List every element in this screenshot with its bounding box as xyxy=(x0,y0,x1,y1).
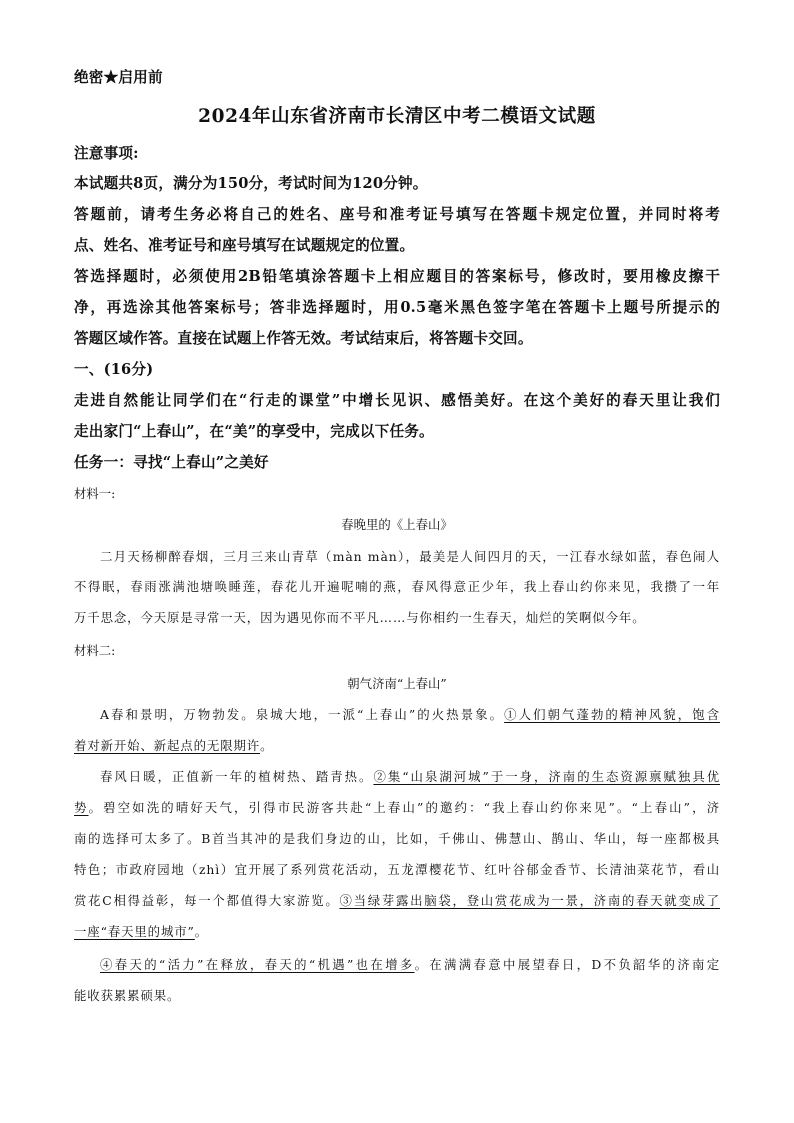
plain-text: 。 xyxy=(260,738,274,753)
plain-text: 春风日暖，正值新一年的植树热、踏青热。 xyxy=(100,769,374,784)
plain-text: 。在满满春意中展望春日，D不负韶华的济南定 xyxy=(414,957,720,972)
underlined-sentence: ④春天的“活力”在释放，春天的“机遇”也在增多 xyxy=(100,957,415,972)
lyrics-line: 不得眠，春雨涨满池塘唤睡莲，春花儿开遍呢喃的燕，春风得意正少年，我上春山约你来见，我攒了一年 xyxy=(74,579,720,594)
section-intro: 走进自然能让同学们在“行走的课堂”中增长见识、感悟美好。在这个美好的春天里让我们 xyxy=(74,392,720,409)
material-label: 材料二: xyxy=(74,643,116,658)
paragraph-line xyxy=(74,922,208,940)
notes-line: 点、姓名、准考证号和座号填写在试题规定的位置。 xyxy=(74,237,415,254)
underlined-sentence: ②集“山泉湖河城”于一身，济南的生态资源禀赋独具优 xyxy=(373,769,720,784)
plain-text: 。碧空如洗的晴好天气，引得市民游客共赴“上春山”的邀约：“我上春山约你来见”。“上春山”，济 xyxy=(88,800,720,815)
paragraph-line: 南的选择可太多了。B首当其冲的是我们身边的山，比如，千佛山、佛慧山、鹊山、华山，每一座都极具 xyxy=(74,831,720,846)
page-title: 2024年山东省济南市长清区中考二模语文试题 xyxy=(198,106,596,127)
notes-line: 本试题共8页，满分为150分，考试时间为120分钟。 xyxy=(74,175,428,192)
underlined-sentence: ①人们朝气蓬勃的精神风貌，饱含 xyxy=(504,707,721,722)
notes-line: 答题前，请考生务必将自己的姓名、座号和准考证号填写在答题卡规定位置，并同时将考 xyxy=(74,206,720,223)
paragraph-line: 能收获累累硕果。 xyxy=(74,988,181,1003)
underlined-sentence: ③当绿芽露出脑袋，登山赏花成为一景，济南的春天就变成了 xyxy=(339,893,720,908)
material-title: 春晚里的《上春山》 xyxy=(341,517,453,532)
plain-text: 赏花C相得益彰，每一个都值得大家游览。 xyxy=(74,893,340,908)
paragraph-line: 特色；市政府园地（zhì）宜开展了系列赏花活动，五龙潭樱花节、红叶谷郁金香节、长清油菜花节，看山 xyxy=(74,862,720,877)
section-heading: 一、(16分) xyxy=(74,361,154,378)
notes-heading: 注意事项: xyxy=(74,145,139,162)
paragraph-line xyxy=(74,736,273,754)
paragraph-line xyxy=(74,891,720,909)
paragraph-line xyxy=(100,767,720,785)
material-title: 朝气济南“上春山” xyxy=(347,676,447,691)
notes-line: 答题区域作答。直接在试题上作答无效。考试结束后，将答题卡交回。 xyxy=(74,330,533,347)
plain-text: 。 xyxy=(194,924,209,939)
section-intro: 走出家门“上春山”，在“美”的享受中，完成以下任务。 xyxy=(74,423,434,440)
notes-line: 净，再选涂其他答案标号；答非选择题时，用0.5毫米黑色签字笔在答题卡上题号所提示的 xyxy=(74,299,720,316)
underlined-sentence: 着对新开始、新起点的无限期许 xyxy=(74,738,261,753)
plain-text: A春和景明，万物勃发。泉城大地，一派“上春山”的火热景象。 xyxy=(100,707,505,722)
lyrics-line: 二月天杨柳醉春烟，三月三来山青草（màn màn），最美是人间四月的天，一江春水绿如蓝，春色闹人 xyxy=(100,549,720,564)
paragraph-line xyxy=(100,705,720,723)
confidential-mark: 绝密★启用前 xyxy=(74,69,163,86)
material-label: 材料一: xyxy=(74,486,116,501)
lyrics-line: 万千思念，今天原是寻常一天，因为遇见你而不平凡……与你相约一生春天，灿烂的笑啊似今年。 xyxy=(74,610,646,625)
notes-line: 答选择题时，必须使用2B铅笔填涂答题卡上相应题目的答案标号，修改时，要用橡皮擦干 xyxy=(74,268,720,285)
underlined-sentence: 势 xyxy=(74,800,89,815)
paragraph-line xyxy=(100,955,720,973)
paragraph-line xyxy=(74,798,720,816)
task-heading: 任务一：寻找“上春山”之美好 xyxy=(74,454,269,471)
underlined-sentence: 一座“春天里的城市” xyxy=(74,924,195,939)
